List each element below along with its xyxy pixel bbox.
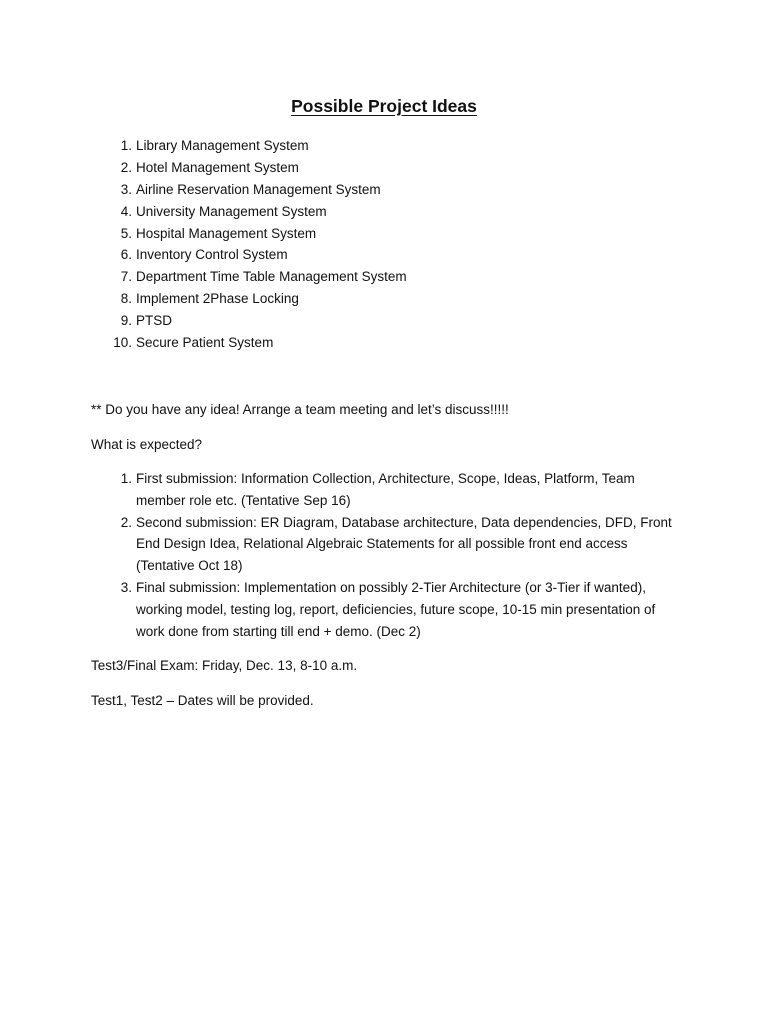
list-item-line: First submission: Information Collection, Architecture, Scope, Ideas, Platform, Team xyxy=(136,471,635,486)
list-item-text: Department Time Table Management System xyxy=(136,269,407,285)
list-item xyxy=(88,577,688,642)
list-item xyxy=(88,512,688,577)
list-item-text: Secure Patient System xyxy=(136,335,274,351)
list-item-number: 8. xyxy=(120,291,132,307)
list-item-text xyxy=(136,512,686,577)
list-item-number: 4. xyxy=(120,203,132,219)
list-item xyxy=(88,310,688,332)
list-item xyxy=(88,468,688,512)
list-item-number: 2. xyxy=(120,159,132,175)
list-item xyxy=(88,266,688,288)
list-item xyxy=(88,244,688,266)
list-item xyxy=(88,157,688,179)
list-item-line: member role etc. (Tentative Sep 16) xyxy=(136,492,351,508)
list-item-line: Final submission: Implementation on possibly 2-Tier Architecture (or 3-Tier if wanted), xyxy=(136,579,646,595)
list-item-text: University Management System xyxy=(136,203,327,219)
list-item-number: 3. xyxy=(120,579,132,595)
list-item-number: 5. xyxy=(120,225,132,241)
list-item-number: 3. xyxy=(120,181,132,197)
list-item-number: 10. xyxy=(113,335,132,351)
list-item-text: Library Management System xyxy=(136,138,309,153)
list-item-line: Second submission: ER Diagram, Database architecture, Data dependencies, DFD, Front xyxy=(136,514,672,530)
list-item xyxy=(88,288,688,310)
project-ideas-list xyxy=(88,135,688,354)
list-item-line: working model, testing log, report, deficiencies, future scope, 10-15 min presentation of xyxy=(136,601,656,617)
list-item-line: (Tentative Oct 18) xyxy=(136,558,243,574)
list-item-text xyxy=(136,577,686,642)
list-item xyxy=(88,135,688,157)
list-item-number: 2. xyxy=(120,514,132,530)
list-item xyxy=(88,201,688,223)
tests-line: Test1, Test2 – Dates will be provided. xyxy=(91,693,314,708)
expected-heading: What is expected? xyxy=(91,437,203,452)
list-item-line: End Design Idea, Relational Algebraic Statements for all possible front end access xyxy=(136,536,628,552)
list-item-text: Implement 2Phase Locking xyxy=(136,291,299,307)
list-item-line: work done from starting till end + demo. (Dec 2) xyxy=(136,623,421,639)
list-item-number: 1. xyxy=(120,471,132,486)
list-item-number: 7. xyxy=(120,269,132,285)
list-item xyxy=(88,332,688,354)
list-item-text: Hotel Management System xyxy=(136,159,299,175)
discussion-note: ** Do you have any idea! Arrange a team meeting and let’s discuss!!!!! xyxy=(91,402,509,417)
list-item-number: 6. xyxy=(120,247,132,263)
page-title: Possible Project Ideas xyxy=(291,96,477,116)
list-item-text: Hospital Management System xyxy=(136,225,317,241)
list-item-text: Inventory Control System xyxy=(136,247,288,263)
final-exam-line: Test3/Final Exam: Friday, Dec. 13, 8-10 a.m. xyxy=(91,658,358,673)
list-item xyxy=(88,223,688,245)
list-item-number: 1. xyxy=(120,138,132,153)
list-item-text xyxy=(136,468,686,512)
list-item-text: Airline Reservation Management System xyxy=(136,181,381,197)
list-item-text: PTSD xyxy=(136,313,173,329)
expected-submissions-list xyxy=(88,468,688,642)
list-item-number: 9. xyxy=(120,313,132,329)
list-item xyxy=(88,179,688,201)
